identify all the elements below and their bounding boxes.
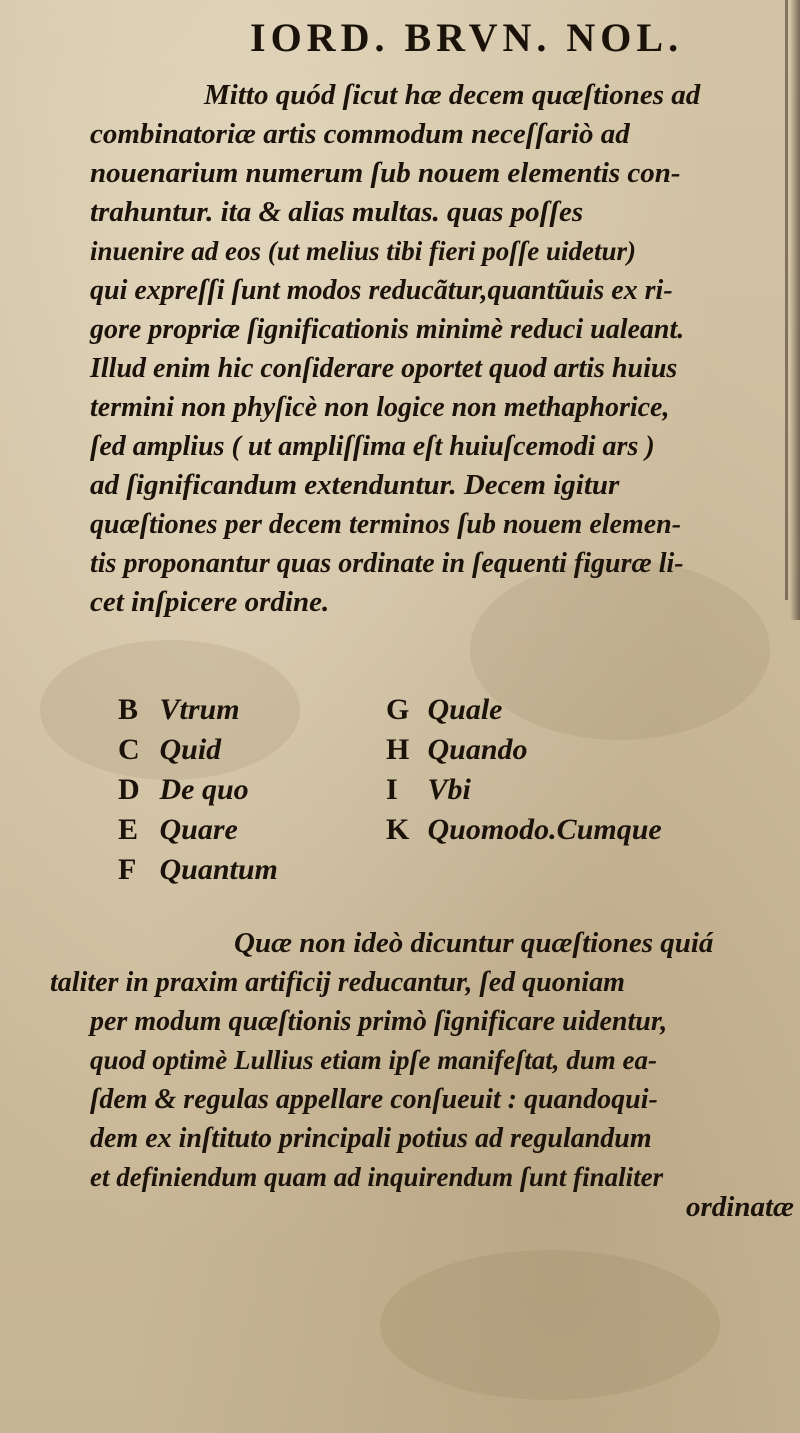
question-letter: B bbox=[118, 693, 139, 726]
question-item bbox=[118, 690, 278, 730]
text-line: termini non phyſicè non logice non methaphorice, bbox=[90, 392, 670, 423]
text-line: cet inſpicere ordine. bbox=[90, 586, 330, 618]
question-item bbox=[386, 690, 662, 730]
text-line: trahuntur. ita & alias multas. quas poſſes bbox=[90, 196, 584, 228]
text-line: tis proponantur quas ordinate in ſequenti figuræ li- bbox=[90, 548, 684, 579]
questions-column-left bbox=[118, 690, 278, 890]
page-edge-line bbox=[785, 0, 788, 600]
paragraph-2 bbox=[50, 924, 770, 1197]
text-line: nouenarium numerum ſub nouem elementis con- bbox=[90, 157, 681, 189]
text-line: qui expreſſi ſunt modos reducãtur,quantũuis ex ri- bbox=[90, 275, 673, 306]
question-word: Quale bbox=[427, 693, 503, 726]
page-edge-shadow bbox=[790, 0, 800, 620]
question-item bbox=[386, 810, 662, 850]
text-line: combinatoriæ artis commodum neceſſariò ad bbox=[90, 118, 630, 150]
question-letter: F bbox=[118, 853, 137, 886]
text-line: per modum quæſtionis primò ſignificare uidentur, bbox=[90, 1006, 668, 1037]
question-word: Quomodo.Cumque bbox=[427, 813, 662, 846]
question-item bbox=[118, 730, 278, 770]
question-word: Quid bbox=[159, 733, 222, 766]
question-letter: D bbox=[118, 773, 140, 806]
question-item bbox=[118, 770, 278, 810]
question-word: Quare bbox=[159, 813, 238, 846]
question-letter: G bbox=[386, 693, 410, 726]
text-line: ad ſignificandum extenduntur. Decem igitur bbox=[90, 469, 620, 501]
question-item bbox=[386, 730, 662, 770]
question-letter: K bbox=[386, 813, 410, 846]
text-line: Mitto quód ſicut hæ decem quæſtiones ad bbox=[204, 79, 701, 111]
question-letter: E bbox=[118, 813, 139, 846]
question-item bbox=[118, 850, 278, 890]
questions-column-right bbox=[386, 690, 662, 850]
text-line: taliter in praxim artificij reducantur, ſed quoniam bbox=[50, 967, 625, 998]
question-letter: I bbox=[386, 773, 398, 806]
question-word: Quando bbox=[427, 733, 528, 766]
question-word: Quantum bbox=[159, 853, 278, 886]
question-item bbox=[118, 810, 278, 850]
running-header: IORD. BRVN. NOL. bbox=[250, 15, 684, 60]
question-letter: C bbox=[118, 733, 140, 766]
paragraph-1 bbox=[90, 76, 770, 622]
text-line: inuenire ad eos (ut melius tibi fieri poſſe uidetur) bbox=[90, 236, 637, 266]
text-line: Quæ non ideò dicuntur quæſtiones quiá bbox=[234, 927, 714, 959]
catchword: ordinatæ bbox=[686, 1191, 794, 1223]
text-line: ſdem & regulas appellare conſueuit : quandoqui- bbox=[90, 1084, 658, 1115]
text-line: ſed amplius ( ut ampliſſima eſt huiuſcemodi ars ) bbox=[90, 431, 655, 462]
text-line: dem ex inſtituto principali potius ad regulandum bbox=[90, 1123, 652, 1154]
question-word: De quo bbox=[159, 773, 249, 806]
question-letter: H bbox=[386, 733, 410, 766]
text-line: et definiendum quam ad inquirendum ſunt finaliter bbox=[90, 1162, 664, 1192]
text-line: Illud enim hic conſiderare oportet quod artis huius bbox=[90, 353, 678, 384]
text-line: gore propriæ ſignificationis minimè reduci ualeant. bbox=[90, 314, 685, 345]
question-item bbox=[386, 770, 662, 810]
text-line: quæſtiones per decem terminos ſub nouem elemen- bbox=[90, 509, 682, 540]
question-word: Vtrum bbox=[159, 693, 240, 726]
question-word: Vbi bbox=[427, 773, 471, 806]
paper-stain bbox=[380, 1250, 720, 1400]
text-line: quod optimè Lullius etiam ipſe manifeſtat, dum ea- bbox=[90, 1045, 657, 1075]
